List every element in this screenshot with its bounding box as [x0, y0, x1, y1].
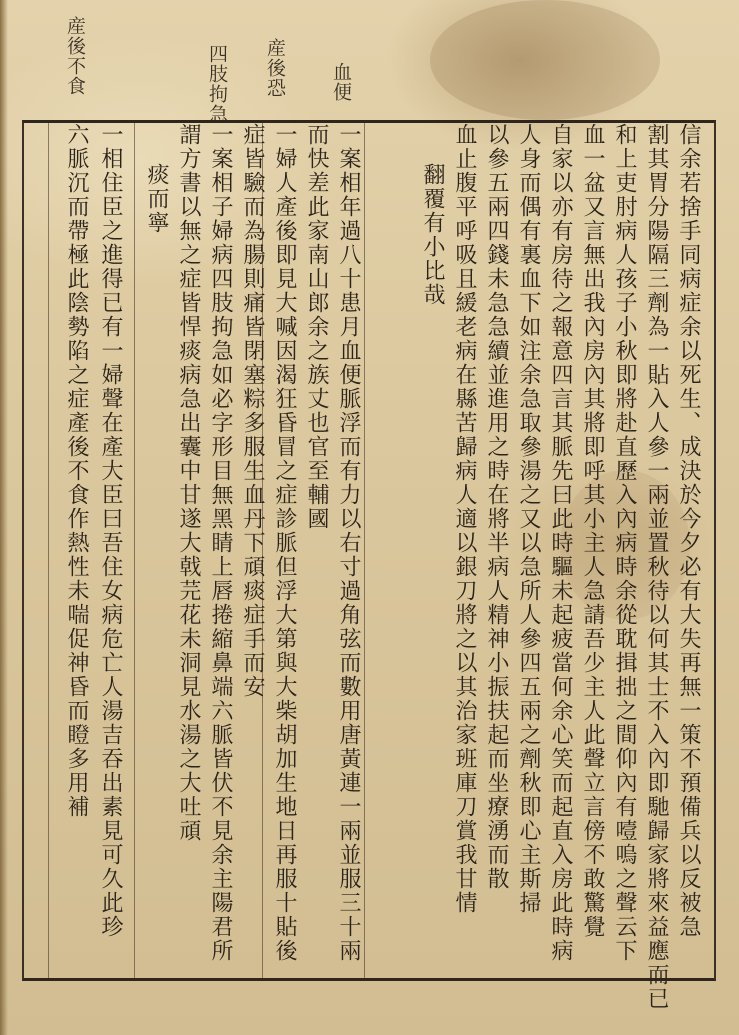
- text-column: 和上吏肘病人孩子小秋即將赴直歷入內病時余從耽揖拙之間仰內有噎嗚之聲云下: [612, 123, 637, 963]
- text-column: 自家以亦有房待之報意四言其脈先曰此時驅未起疲當何余心笑而起直入房此時病: [548, 123, 573, 963]
- text-column: 人身而偶有裏血下如注余急取參湯之又以急所人參四五兩之劑秋即心主斯掃: [516, 123, 541, 915]
- margin-heading-bloody-stool: 血便: [330, 62, 352, 102]
- margin-heading-limb-spasm: 四肢拘急: [206, 44, 228, 124]
- text-frame: [22, 120, 716, 1011]
- text-column: 信余若捨手同病症余以死生、成決於今夕必有大失再無一策不預備兵以反被急: [676, 123, 701, 939]
- water-stain: [430, 0, 660, 120]
- column-divider: [48, 123, 49, 978]
- text-column: 而快差此家南山郎余之族丈也官至輔國: [304, 123, 329, 531]
- text-column: 血止腹平呼吸且緩老病在縣苦歸病人適以銀刀將之以其治家班庫刀賞我甘情: [452, 123, 477, 915]
- text-column: 症皆驗而為腸則痛皆閉塞粽多服生血丹下頑痰症手而安: [240, 123, 265, 699]
- column-divider: [364, 123, 365, 978]
- text-column: 痰而寧: [144, 163, 169, 235]
- margin-heading-not-eating: 産後不食: [64, 16, 86, 96]
- page-binding-edge: [0, 0, 8, 1035]
- text-column: 一案相子婦病四肢拘急如必字形目無黑睛上唇捲縮鼻端六脈皆伏不見余主陽君所: [208, 123, 233, 963]
- text-column: 六脈沉而帶極此陰勢陷之症產後不食作熱性未喘促神昏而瞪多用補: [64, 123, 89, 819]
- margin-heading-postpartum: 産後恐: [264, 38, 286, 98]
- text-column: 一案相年過八十患月血便脈浮而有力以右寸過角弦而數用唐黃連一兩並服三十兩: [336, 123, 361, 963]
- text-column: 一婦人產後即見大喊因渴狂昏冒之症診脈但浮大第與大柴胡加生地日再服十貼後: [272, 123, 297, 963]
- text-column: 割其胃分陽隔三劑為一貼入人參一兩並置秋待以何其士不入內即馳歸家將來益應而已: [644, 123, 669, 1011]
- text-column: 一相住臣之進得已有一婦聲在產大臣曰吾住女病危亡人湯吉吞出素見可久此珍: [98, 123, 123, 939]
- text-column: 謂方書以無之症皆悍痰病急出囊中甘遂大戟芫花未洞見水湯之大吐頑: [176, 123, 201, 843]
- text-column: 以參五兩四錢未急急續並進用之時在將半病人精神小振扶起而坐療湧而散: [484, 123, 509, 891]
- column-divider: [134, 123, 135, 978]
- text-column: 血一盆又言無出我內房內其將即呼其小主人急請吾少主人此聲立言傍不敢驚覺: [580, 123, 605, 939]
- text-column: 翻覆有小比哉: [420, 163, 445, 307]
